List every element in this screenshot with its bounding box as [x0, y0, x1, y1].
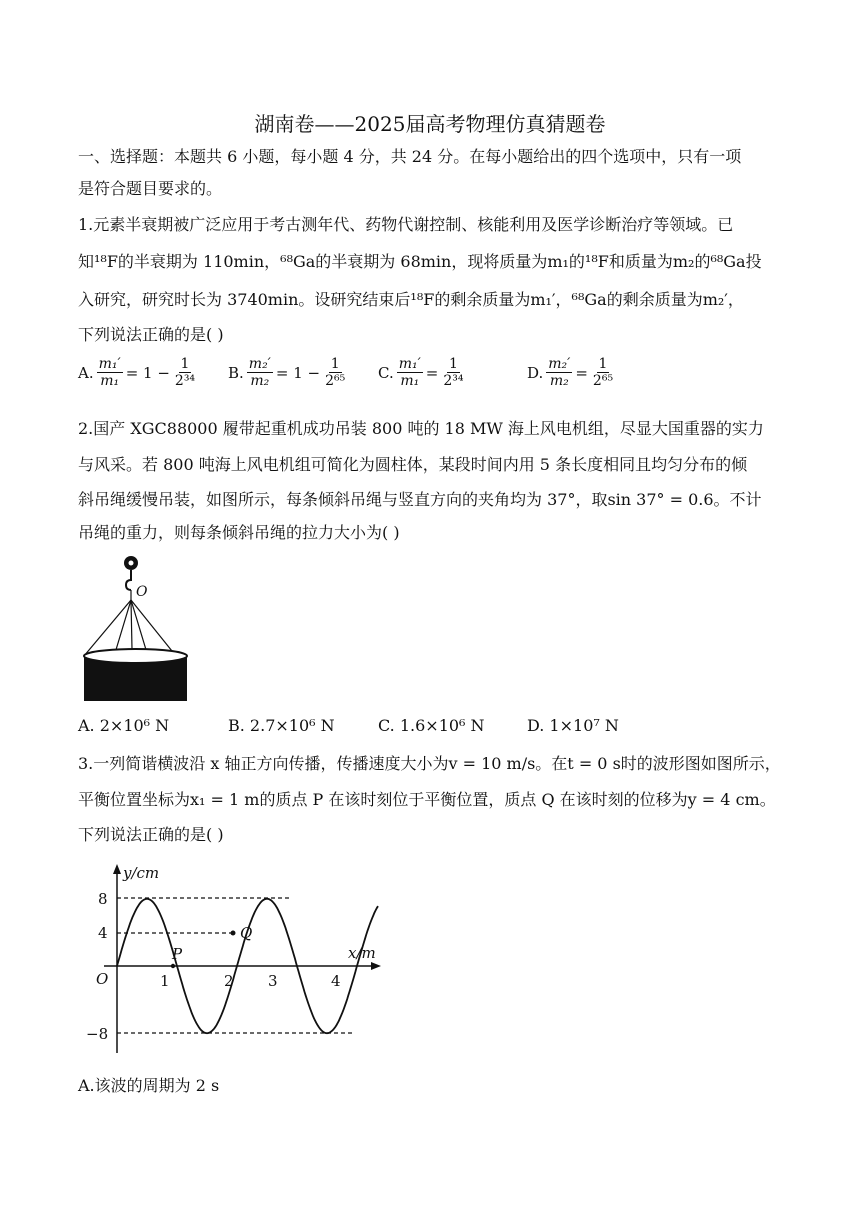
question-2-line1: 2.国产 XGC88000 履带起重机成功吊装 800 吨的 18 MW 海上风电机组，尽显大国重器的实力 — [78, 419, 764, 438]
fraction — [323, 356, 347, 389]
denominator: m₁ — [400, 373, 420, 389]
wave-graph — [80, 858, 390, 1058]
point-q-dot — [231, 931, 236, 936]
question-3-line1: 3.一列简谐横波沿 x 轴正方向传播，传播速度大小为v = 10 m/s。在t = 0 s时的波形图如图所示， — [78, 754, 781, 773]
q1-option-c — [378, 356, 469, 389]
point-p-dot — [171, 964, 175, 968]
numerator: 1 — [598, 356, 608, 372]
q2-option-d: D. 1×10⁷ N — [527, 716, 619, 735]
rope — [84, 600, 131, 656]
hook-ring-center — [129, 561, 134, 566]
numerator: m₂′ — [548, 356, 571, 372]
option-label: D. — [527, 363, 544, 382]
point-q-label: Q — [240, 924, 253, 942]
section-heading-line1: 一、选择题：本题共 6 小题，每小题 4 分，共 24 分。在每小题给出的四个选项中，只有一项 — [78, 147, 742, 166]
numerator: m₁′ — [98, 356, 121, 372]
q1-option-a — [78, 356, 200, 389]
y-tick-8: 8 — [98, 890, 108, 908]
question-3-line2: 平衡位置坐标为x₁ = 1 m的质点 P 在该时刻位于平衡位置，质点 Q 在该时刻的位移为y = 4 cm。 — [78, 790, 776, 809]
x-tick-4: 4 — [331, 972, 341, 990]
question-1-line2: 知¹⁸F的半衰期为 110min，⁶⁸Ga的半衰期为 68min，现将质量为m₁的¹⁸F和质量为m₂的⁶⁸Ga投 — [78, 252, 762, 271]
q2-option-c: C. 1.6×10⁶ N — [378, 716, 485, 735]
hook — [126, 570, 131, 590]
denominator: m₂ — [549, 373, 569, 389]
fraction — [546, 356, 572, 389]
crane-figure — [70, 552, 200, 702]
numerator: m₁′ — [398, 356, 421, 372]
q2-option-b: B. 2.7×10⁶ N — [228, 716, 335, 735]
q2-option-a: A. 2×10⁶ N — [78, 716, 170, 735]
option-label: C. — [378, 363, 394, 382]
question-1-line4: 下列说法正确的是( ) — [78, 325, 224, 344]
x-axis-label: x/m — [348, 944, 376, 962]
q1-option-d — [527, 356, 618, 389]
rope — [131, 600, 176, 656]
fraction — [173, 356, 197, 389]
question-1-line3: 入研究，研究时长为 3740min。设研究结束后¹⁸F的剩余质量为m₁′，⁶⁸Ga的剩余质量为m₂′， — [78, 290, 744, 309]
x-tick-2: 2 — [224, 972, 234, 990]
equals: = 1 − — [275, 363, 321, 382]
option-label: B. — [228, 363, 244, 382]
question-2-line2: 与风采。若 800 吨海上风电机组可简化为圆柱体，某段时间内用 5 条长度相同且均匀分布的倾 — [78, 455, 748, 474]
point-p-label: P — [172, 945, 183, 963]
question-1-line1: 1.元素半衰期被广泛应用于考古测年代、药物代谢控制、核能利用及医学诊断治疗等领域。已 — [78, 215, 734, 234]
y-tick-4: 4 — [98, 924, 108, 942]
fraction — [247, 356, 273, 389]
y-axis-arrow — [113, 864, 121, 874]
denominator: 2³⁴ — [443, 373, 464, 389]
equals: = — [575, 363, 588, 382]
option-label: A. — [78, 363, 94, 382]
y-axis-label: y/cm — [123, 864, 160, 882]
denominator: m₁ — [100, 373, 120, 389]
page-title: 湖南卷——2025届高考物理仿真猜题卷 — [254, 112, 606, 136]
numerator: 1 — [330, 356, 340, 372]
denominator: 2⁶⁵ — [325, 373, 346, 389]
denominator: m₂ — [250, 373, 270, 389]
question-2-line4: 吊绳的重力，则每条倾斜吊绳的拉力大小为( ) — [78, 523, 400, 542]
denominator: 2³⁴ — [174, 373, 196, 389]
fraction — [591, 356, 615, 389]
origin-label: O — [96, 970, 109, 988]
x-tick-1: 1 — [160, 972, 170, 990]
x-tick-3: 3 — [268, 972, 278, 990]
equals: = 1 − — [125, 363, 170, 382]
denominator: 2⁶⁵ — [592, 373, 614, 389]
question-2-line3: 斜吊绳缓慢吊装，如图所示，每条倾斜吊绳与竖直方向的夹角均为 37°，取sin 37° = 0.6。不计 — [78, 490, 762, 509]
point-o-label: O — [136, 584, 148, 600]
q1-option-b — [228, 356, 350, 389]
fraction — [397, 356, 423, 389]
fraction — [441, 356, 465, 389]
q3-option-a: A.该波的周期为 2 s — [78, 1076, 220, 1095]
x-axis-arrow — [371, 962, 381, 970]
fraction — [97, 356, 123, 389]
rope — [131, 600, 132, 649]
section-heading-line2: 是符合题目要求的。 — [78, 179, 223, 198]
y-tick-neg8: −8 — [86, 1025, 109, 1043]
numerator: 1 — [180, 356, 190, 372]
question-3-line3: 下列说法正确的是( ) — [78, 825, 224, 844]
cylinder-top — [84, 649, 187, 663]
equals: = — [425, 363, 439, 382]
numerator: m₂′ — [248, 356, 271, 372]
numerator: 1 — [448, 356, 458, 372]
